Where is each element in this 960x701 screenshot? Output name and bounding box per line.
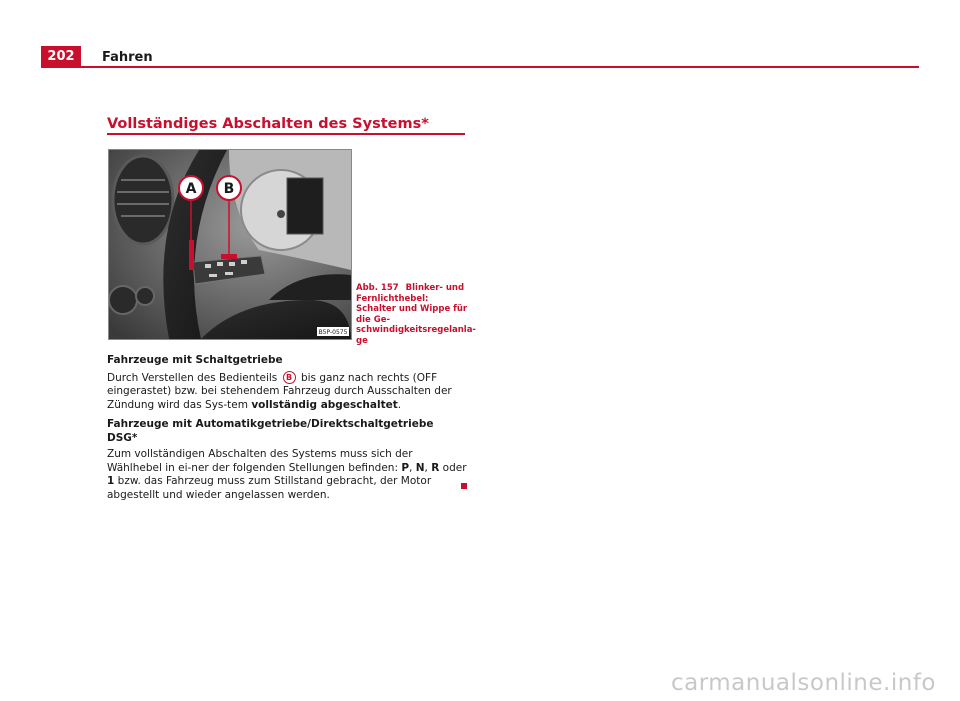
paragraph-automatic [107,448,467,502]
paragraph-manual [107,371,467,413]
page-number: 202 [41,46,81,68]
image-code: B5P-0575 [318,329,348,336]
watermark: carmanualsonline.info [670,670,936,696]
section-title: Vollständiges Abschalten des Systems* [107,116,429,132]
text-span: oder [442,461,467,474]
dashboard-illustration [109,150,351,339]
control-b-badge: B [283,371,296,384]
body-text [107,354,467,508]
text-span: bzw. das Fahrzeug muss zum Stillstand gebracht, der Motor abgestellt und wieder angelassen werden. [107,475,432,501]
chapter-title: Fahren [102,50,153,65]
text-span: bis ganz nach rechts (OFF eingerastet) bzw. bei stehendem Fahrzeug durch Ausschalten der Zündung wird das Sys-tem [107,371,452,411]
section-divider [107,133,465,135]
gear-1: 1 [107,475,115,487]
text-span: Durch Verstellen des Bedienteils [107,371,278,384]
text-span: . [397,398,402,411]
caption-label: Abb. 157 [356,283,399,293]
text-span: , [424,461,428,474]
section-end-marker [461,483,467,489]
gear-r: R [431,461,440,474]
callout-a: A [185,181,197,197]
subheading-automatic: Fahrzeuge mit Automatikgetriebe/Direktschaltgetriebe DSG* [107,418,434,444]
callout-b: B [223,181,235,197]
gear-p: P [401,461,410,474]
bold-text: vollständig abgeschaltet [251,398,398,411]
gear-n: N [415,461,425,474]
text-span: , [409,461,413,474]
figure-caption [356,283,476,346]
caption-text: Blinker- und Fernlichthebel: Schalter und Wippe für die Ge-schwindigkeitsregelanla-ge [356,283,476,346]
header-divider [81,66,919,68]
text-span: Zum vollständigen Abschalten des Systems muss sich der Wählhebel in ei-ner der folgenden Stellungen befinden: [107,448,413,474]
figure-steering-column-lever [108,149,352,340]
subheading-manual: Fahrzeuge mit Schaltgetriebe [107,354,283,366]
